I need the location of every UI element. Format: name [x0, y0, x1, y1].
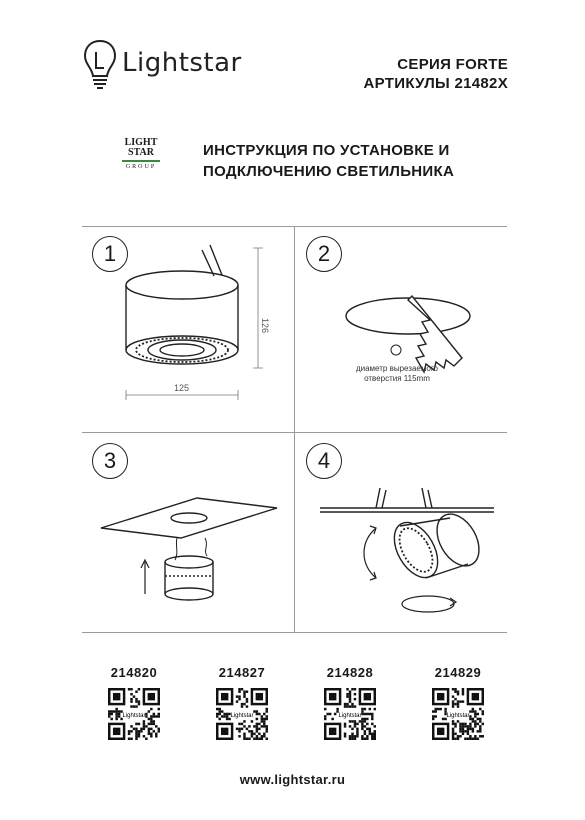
- dim-height-label: 126: [260, 318, 270, 334]
- page-title: [203, 140, 503, 182]
- ceiling-line: [320, 488, 494, 512]
- sku-label-2: 214827: [218, 665, 266, 680]
- rotate-spin-arrow-icon: [402, 596, 456, 612]
- dim-width-label: 125: [174, 383, 190, 393]
- grid-vertical-divider: [294, 226, 295, 632]
- qr-center-label: Lightstar: [122, 713, 146, 719]
- marker-circle: [391, 345, 401, 355]
- fins: [393, 523, 440, 578]
- sku-label-4: 214829: [434, 665, 482, 680]
- series-title: СЕРИЯ FORTE: [397, 56, 508, 73]
- luminaire-fins: [136, 338, 228, 362]
- group-logo-line3: GROUP: [125, 164, 157, 170]
- group-logo-line2: STAR: [128, 147, 154, 158]
- qr-code-1[interactable]: [108, 688, 160, 740]
- qr-code-4[interactable]: [432, 688, 484, 740]
- step-2-badge: 2: [306, 236, 342, 272]
- step-4-badge: 4: [306, 443, 342, 479]
- sku-label-3: 214828: [326, 665, 374, 680]
- qr-code-2[interactable]: [216, 688, 268, 740]
- qr-center-label: Lightstar: [446, 713, 470, 719]
- group-logo-divider: [122, 160, 160, 162]
- ceiling-cutout: [346, 298, 470, 334]
- articles-title: АРТИКУЛЫ 21482X: [363, 75, 508, 92]
- step-2-caption-line2: отверстия 115mm: [364, 374, 430, 383]
- qr-code-3[interactable]: [324, 688, 376, 740]
- luminaire-body: [126, 245, 238, 364]
- qr-center-label: Lightstar: [230, 713, 254, 719]
- group-logo-line1: LIGHT: [124, 137, 158, 148]
- series-block: [288, 55, 508, 93]
- up-arrow-icon: [141, 560, 149, 594]
- brand-logo: [82, 38, 272, 94]
- group-logo: [118, 138, 164, 180]
- step-3-badge: 3: [92, 443, 128, 479]
- page-title-line2: ПОДКЛЮЧЕНИЮ СВЕТИЛЬНИКА: [203, 163, 455, 180]
- step-2-caption: [342, 364, 452, 384]
- step-2-caption-line1: диаметр вырезаемого: [355, 364, 439, 373]
- rotated-luminaire: [385, 507, 487, 585]
- step-1-badge: 1: [92, 236, 128, 272]
- brand-name: Lightstar: [122, 48, 242, 78]
- page-title-line1: ИНСТРУКЦИЯ ПО УСТАНОВКЕ И: [203, 142, 450, 159]
- qr-center-label: Lightstar: [338, 713, 362, 719]
- lightbulb-icon: [82, 38, 118, 92]
- step-4-diagram: [318, 482, 508, 622]
- step-3-diagram: [97, 490, 287, 620]
- rotate-tilt-arrow-icon: [364, 526, 376, 580]
- ceiling-plate: [101, 498, 277, 538]
- grid-bottom-border: [82, 632, 507, 633]
- luminaire-body: [165, 556, 213, 600]
- sku-label-1: 214820: [110, 665, 158, 680]
- website-link[interactable]: www.lightstar.ru: [239, 772, 346, 787]
- step-1-diagram: [110, 240, 290, 410]
